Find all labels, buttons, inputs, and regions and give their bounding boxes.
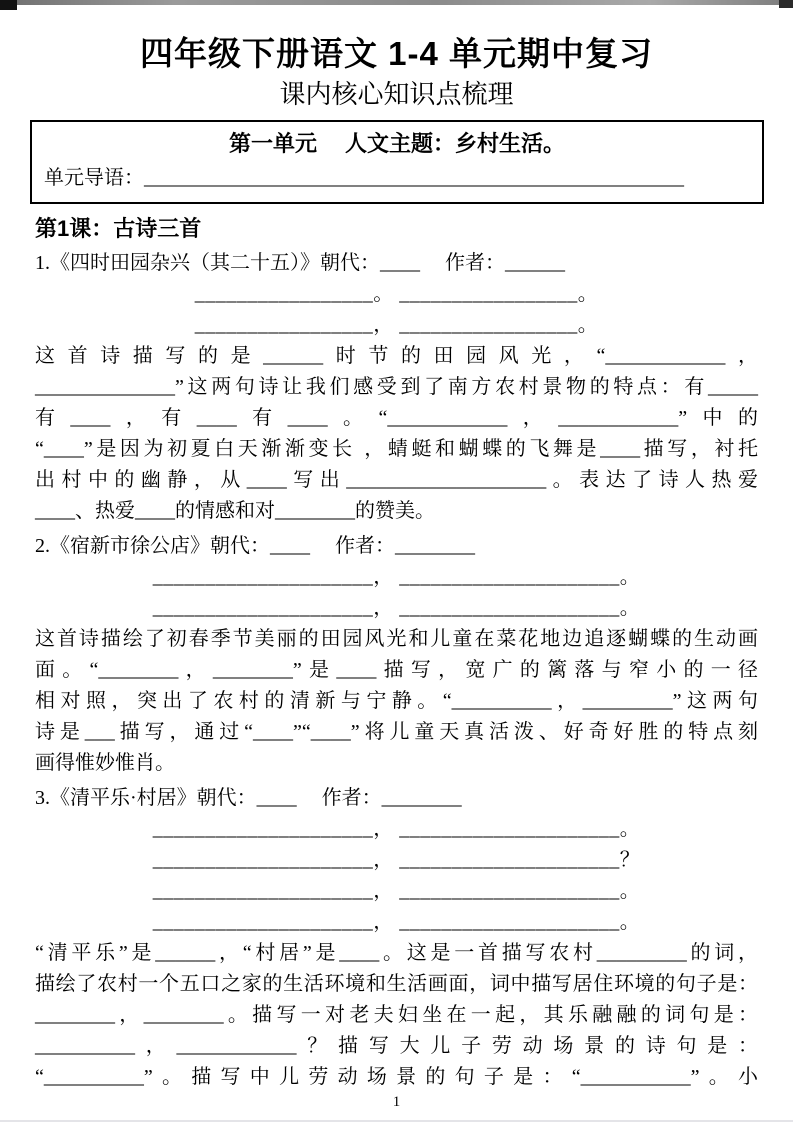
poem-1-analysis-line: 这首诗描写的是______时节的田园风光，“____________， <box>35 345 758 367</box>
poem-3-analysis-line: __________，____________？描写大儿子劳动场景的诗句是： <box>35 1035 758 1057</box>
scan-artifact-top-bar <box>0 0 793 5</box>
poem-1-analysis-line: “____”是因为初夏白天渐渐变长 ，蜻蜓和蝴蝶的飞舞是____描写，衬托 <box>35 438 758 460</box>
poem-2-analysis-line: 面。“________，________”是____描写，宽广的篱落与窄小的一径 <box>35 659 758 681</box>
poem-item-2 <box>35 531 758 779</box>
unit-intro-label: 单元导语： <box>44 167 144 189</box>
poem-2-blank-line: _____________________， _____________________。 <box>152 566 641 588</box>
poem-item-1 <box>35 248 758 527</box>
page-number: 1 <box>392 1094 401 1110</box>
poem-3-analysis-line: ________，________。描写一对老夫妇坐在一起，其乐融融的词句是： <box>35 1004 758 1026</box>
page-subtitle: 课内核心知识点梳理 <box>279 79 514 109</box>
unit-box <box>30 120 764 204</box>
poem-1-analysis-line: 出村中的幽静，从____写出____________________。表达了诗人热爱 <box>35 469 758 491</box>
scan-corner-mark-left <box>0 0 17 10</box>
poem-1-blank-line: _________________。 _________________。 <box>194 283 599 305</box>
poem-3-blank-line: _____________________， _____________________。 <box>152 880 641 902</box>
page-title: 四年级下册语文 1-4 单元期中复习 <box>139 35 654 72</box>
poem-3-title: 3.《清平乐·村居》朝代：____ 作者：________ <box>35 787 462 809</box>
unit-heading: 第一单元 人文主题：乡村生活。 <box>228 131 566 156</box>
poem-3-analysis-line: “__________”。描写中儿劳动场景的句子是：“___________”。小 <box>35 1066 758 1088</box>
poem-2-analysis-line: 画得惟妙惟肖。 <box>35 752 175 774</box>
poem-2-analysis-line: 这首诗描绘了初春季节美丽的田园风光和儿童在菜花地边追逐蝴蝶的生动画 <box>35 628 758 650</box>
poem-3-blank-line: _____________________， _____________________。 <box>152 911 641 933</box>
poem-1-blank-line: _________________， _________________。 <box>194 314 599 336</box>
poem-1-title: 1.《四时田园杂兴（其二十五）》朝代：____ 作者：______ <box>35 252 565 274</box>
poem-1-analysis-line: 有____，有____有____。“____________，____________”中的 <box>35 407 758 429</box>
poem-2-blank-line: _____________________， _____________________。 <box>152 597 641 619</box>
poem-3-blank-line: _____________________， _____________________？ <box>152 849 641 871</box>
poem-3-analysis-line: 描绘了农村一个五口之家的生活环境和生活画面，词中描写居住环境的句子是： <box>35 973 758 995</box>
unit-intro-blank: ______________________________________________________ <box>144 167 684 189</box>
poem-3-blank-line: _____________________， _____________________。 <box>152 818 641 840</box>
poem-2-analysis-line: 诗是___描写，通过“____”“____”将儿童天真活泼、好奇好胜的特点刻 <box>35 721 758 743</box>
poem-2-analysis-line: 相对照，突出了农村的清新与宁静。“__________，_________”这两句 <box>35 690 758 712</box>
poem-1-analysis-line: ______________”这两句诗让我们感受到了南方农村景物的特点：有_____ <box>35 376 758 398</box>
poem-2-title: 2.《宿新市徐公店》朝代：____ 作者：________ <box>35 535 475 557</box>
poem-1-analysis-line: ____、热爱____的情感和对________的赞美。 <box>35 500 435 522</box>
lesson-heading: 第1课：古诗三首 <box>35 216 202 241</box>
unit-intro-line <box>44 163 750 193</box>
poem-item-3 <box>35 783 758 1093</box>
scan-corner-mark-right <box>779 0 793 8</box>
poem-3-analysis-line: “清平乐”是______，“村居”是____。这是一首描写农村_________的词， <box>35 942 758 964</box>
